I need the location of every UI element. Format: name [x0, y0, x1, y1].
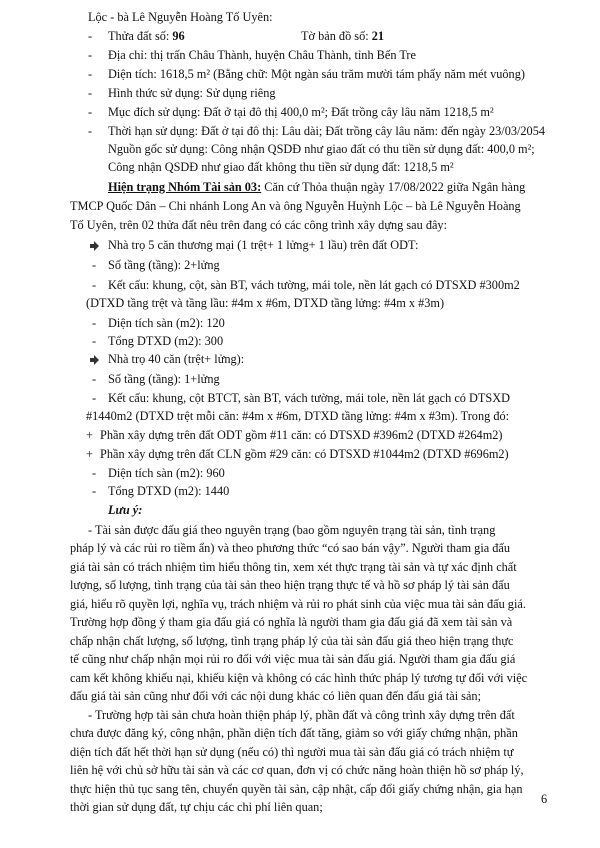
note-paragraph-1: giá, hiểu rõ quyền lợi, nghĩa vụ, trách nhiệm và rủi ro phát sinh của việc mua tài sản đấu giá. — [70, 597, 526, 611]
note-paragraph-1: tế cũng như chấp nhận mọi rủi ro đối với việc mua tài sản đấu giá. Người tham gia đấu giá — [70, 652, 516, 666]
address-line: Địa chỉ: thị trấn Châu Thành, huyện Châu Thành, tỉnh Bến Tre — [108, 48, 416, 62]
note-paragraph-2: - Trường hợp tài sản chưa hoàn thiện pháp lý, phần đất và công trình xây dựng trên đất — [88, 708, 515, 722]
building-1-structure: Kết cấu: khung, cột, sàn BT, vách tường, mái tole, nền lát gạch có DTSXD #300m2 — [108, 278, 520, 292]
building-1-title: Nhà trọ 5 căn thương mại (1 trệt+ 1 lửng+ 1 lầu) trên đất ODT: — [108, 238, 419, 252]
area-line: Diện tích: 1618,5 m² (Bằng chữ: Một ngàn sáu trăm mười tám phẩy năm mét vuông) — [108, 67, 525, 81]
usage-origin-line: Nguồn gốc sử dụng: Công nhận QSDĐ như giao đất có thu tiền sử dụng đất: 400,0 m²; — [108, 142, 535, 156]
building-1-floors: Số tầng (tầng): 2+lửng — [108, 258, 220, 272]
map-sheet-number: Tờ bản đồ số: 21 — [301, 29, 385, 43]
note-paragraph-1: Trường hợp đồng ý tham gia đấu giá có nghĩa là người tham gia đấu giá đã xem tài sản và — [70, 615, 513, 629]
group-03-heading: Hiện trạng Nhóm Tài sản 03: Căn cứ Thỏa thuận ngày 17/08/2022 giữa Ngân hàng — [108, 180, 526, 194]
bullet-dash: - — [92, 316, 97, 330]
plus-bullet: + — [86, 428, 93, 442]
usage-form-line: Hình thức sử dụng: Sử dụng riêng — [108, 86, 276, 100]
bullet-dash: - — [88, 86, 93, 100]
building-2-cln-part: Phần xây dựng trên đất CLN gồm #29 căn: có DTSXD #1044m2 (DTXD #696m2) — [100, 447, 509, 461]
bullet-dash: - — [88, 105, 93, 119]
building-2-total-area: Tổng DTXD (m2): 1440 — [108, 484, 230, 498]
building-2-floors: Số tầng (tầng): 1+lửng — [108, 372, 220, 386]
bullet-dash: - — [88, 29, 93, 43]
note-paragraph-2: diện tích đất hết thời hạn sử dụng (nếu có) thì người mua tài sản đấu giá có trách nhiệm tự — [70, 745, 514, 759]
building-2-odt-part: Phần xây dựng trên đất ODT gồm #11 căn: có DTSXD #396m2 (DTXD #264m2) — [100, 428, 503, 442]
usage-purpose-line: Mục đích sử dụng: Đất ở tại đô thị 400,0 m²; Đất trồng cây lâu năm 1218,5 m² — [108, 105, 494, 119]
parcel-number: Thửa đất số: 96 — [108, 29, 185, 43]
note-paragraph-2: thời gian sử dụng đất, tự chịu các chi phí liên quan; — [70, 800, 323, 814]
bullet-dash: - — [92, 466, 97, 480]
note-paragraph-1: cam kết không khiếu nại, khiếu kiện và không có các hình thức pháp lý tương tự đối với việc — [70, 671, 528, 685]
bullet-dash: - — [92, 484, 97, 498]
group-03-paragraph-line: Tố Uyên, trên 02 thửa đất nêu trên đang có các công trình xây dựng sau đây: — [70, 218, 447, 232]
building-2-floor-area: Diện tích sàn (m2): 960 — [108, 466, 225, 480]
note-heading: Lưu ý: — [108, 503, 143, 517]
note-paragraph-2: thực hiện thủ tục sang tên, chuyển quyền tài sản, cập nhật, cấp đổi giấy chứng nhận, gia hạn — [70, 782, 523, 796]
bullet-dash: - — [88, 67, 93, 81]
bullet-dash: - — [92, 372, 97, 386]
group-03-paragraph-line: TMCP Quốc Dân – Chi nhánh Long An và ông Nguyễn Huỳnh Lộc – bà Lê Nguyễn Hoàng — [70, 199, 521, 213]
bullet-dash: - — [92, 334, 97, 348]
building-1-total-area: Tổng DTXD (m2): 300 — [108, 334, 224, 348]
note-paragraph-1: đấu giá tài sản cũng như đối với các nội dung khác có liên quan đến đấu giá tài sản; — [70, 689, 481, 703]
usage-term-line: Thời hạn sử dụng: Đất ở tại đô thị: Lâu dài; Đất trồng cây lâu năm: đến ngày 23/03/2054 — [108, 124, 545, 138]
bullet-dash: - — [88, 48, 93, 62]
building-2-structure: Kết cấu: khung, cột BTCT, sàn BT, vách tường, mái tole, nền lát gạch có DTSXD — [108, 391, 511, 405]
bullet-dash: - — [92, 278, 97, 292]
arrow-bullet-icon — [90, 241, 99, 251]
bullet-dash: - — [92, 391, 97, 405]
arrow-bullet-icon — [90, 355, 99, 365]
note-paragraph-1: giá tài sản có trách nhiệm tìm hiểu thông tin, xem xét thực trạng tài sản và tự xác định chất — [70, 560, 517, 574]
bullet-dash: - — [88, 124, 93, 138]
bullet-dash: - — [92, 258, 97, 272]
plus-bullet: + — [86, 447, 93, 461]
page-number: 6 — [541, 792, 548, 806]
note-paragraph-1: chấp nhận chất lượng, số lượng, tình trạng pháp lý của tài sản đấu giá theo hiện trạng thực — [70, 634, 514, 648]
building-2-title: Nhà trọ 40 căn (trệt+ lửng): — [108, 352, 245, 366]
owner-line: Lộc - bà Lê Nguyễn Hoàng Tố Uyên: — [88, 10, 273, 24]
building-1-structure-detail: (DTXD tầng trệt và tầng lầu: #4m x #6m, DTXD tầng lửng: #4m x #3m) — [86, 296, 445, 310]
building-2-structure-detail: #1440m2 (DTXD trệt mỗi căn: #4m x #6m, DTXD tầng lửng: #4m x #3m). Trong đó: — [86, 409, 510, 423]
building-1-floor-area: Diện tích sàn (m2): 120 — [108, 316, 225, 330]
note-paragraph-2: liên hệ với chủ sở hữu tài sản và các cơ quan, đơn vị có chức năng hoàn thiện hồ sơ pháp lý, — [70, 763, 524, 777]
note-paragraph-2: chưa được đăng ký, công nhận, phần diện tích đất tăng, giảm so với giấy chứng nhận, phần — [70, 726, 518, 740]
note-paragraph-1: - Tài sản được đấu giá theo nguyên trạng (bao gồm nguyên trạng tài sản, tình trạng — [88, 523, 496, 537]
usage-origin-line-2: Công nhận QSDĐ như giao đất không thu tiền sử dụng đất: 1218,5 m² — [108, 160, 454, 174]
note-paragraph-1: pháp lý và các rủi ro tiềm ẩn) và theo phương thức “có sao bán vậy”. Người tham gia đấu — [70, 541, 511, 555]
note-paragraph-1: lượng, số lượng, tình trạng của tài sản theo hiện trạng thực tế và hồ sơ pháp lý tài sản đấu — [70, 578, 510, 592]
